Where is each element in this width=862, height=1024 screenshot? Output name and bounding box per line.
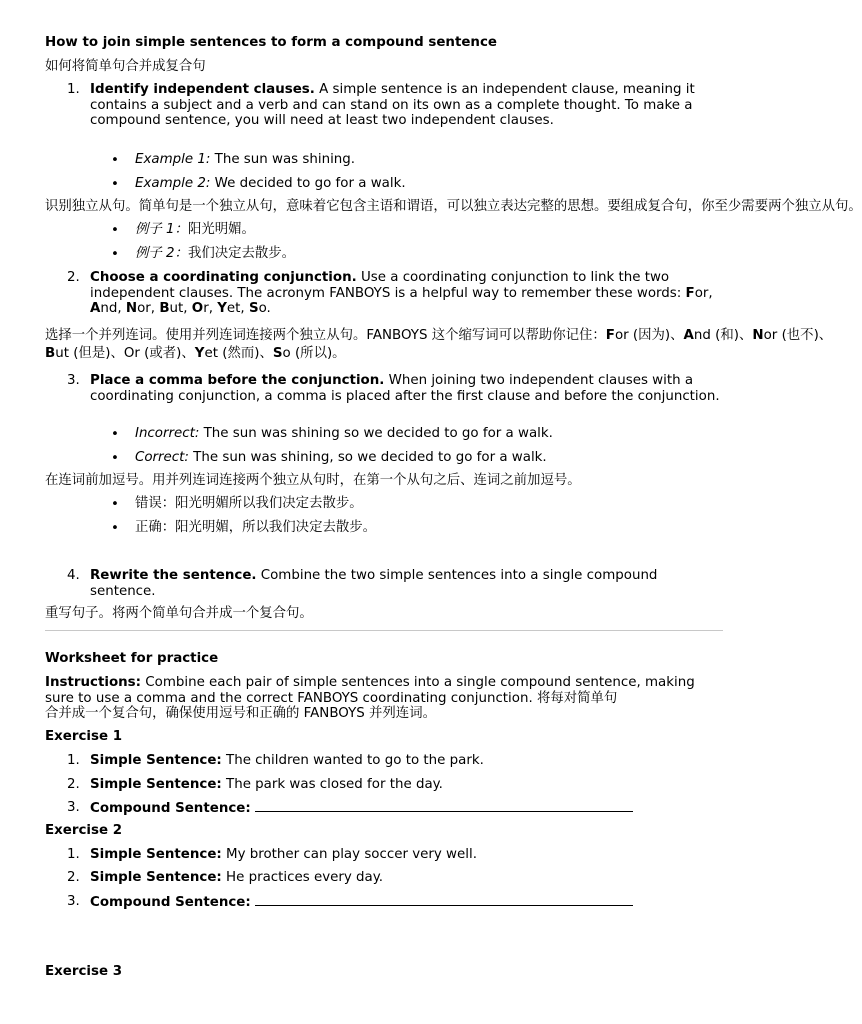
- step-1-chinese: 识别独立从句。简单句是一个独立从句，意味着它包含主语和谓语，可以独立表达完整的思想。要组成复合句，你至少需要两个独立从句。: [45, 199, 862, 214]
- step-3-chinese-example-correct: 正确：阳光明媚，所以我们决定去散步。: [135, 520, 377, 535]
- worksheet-instructions-line-2: 合并成一个复合句，确保使用逗号和正确的 FANBOYS 并列连词。: [45, 706, 436, 721]
- step-4-number: 4.: [67, 568, 80, 583]
- step-3-text: Place a comma before the conjunction. When joining two independent clauses with a coordinating conjunction, a comma is placed after the first clause and before the conjunction.: [90, 373, 720, 404]
- exercise-2-item-1-number: 1.: [67, 847, 80, 862]
- section-divider: [45, 630, 723, 631]
- bullet-icon: •: [111, 247, 119, 262]
- bullet-icon: •: [111, 427, 119, 442]
- step-1-text: Identify independent clauses. A simple sentence is an independent clause, meaning it contains a subject and a verb and can stand on its own as a complete thought. To make a compound sentence, you will need at least two independent clauses.: [90, 82, 695, 128]
- bullet-icon: •: [111, 451, 119, 466]
- step-2-chinese-line-1: 选择一个并列连词。使用并列连词连接两个独立从句。FANBOYS 这个缩写词可以帮助你记住：For (因为)、And (和)、Nor (也不)、: [45, 328, 833, 343]
- exercise-2-item-2-number: 2.: [67, 870, 80, 885]
- exercise-2-item-2: Simple Sentence: He practices every day.: [90, 870, 384, 885]
- answer-blank[interactable]: [255, 800, 633, 812]
- exercise-1-item-2: Simple Sentence: The park was closed for the day.: [90, 777, 443, 792]
- exercise-3-title: Exercise 3: [45, 964, 123, 979]
- exercise-1-item-2-number: 2.: [67, 777, 80, 792]
- step-1-chinese-example-1: 例子 1：阳光明媚。: [135, 222, 255, 237]
- bullet-icon: •: [111, 177, 119, 192]
- bullet-icon: •: [111, 153, 119, 168]
- step-3-number: 3.: [67, 373, 80, 388]
- step-2-chinese-line-2: But (但是)、Or (或者)、Yet (然而)、So (所以)。: [45, 346, 346, 361]
- exercise-2-title: Exercise 2: [45, 823, 123, 838]
- exercise-2-item-1: Simple Sentence: My brother can play soccer very well.: [90, 847, 477, 862]
- exercise-1-item-3: Compound Sentence:: [90, 800, 723, 817]
- answer-blank[interactable]: [255, 894, 633, 906]
- step-4-text: Rewrite the sentence. Combine the two simple sentences into a single compound sentence.: [90, 568, 658, 599]
- worksheet-instructions: Instructions: Combine each pair of simple sentences into a single compound sentence, making sure to use a comma and the correct FANBOYS coordinating conjunction. 将每对简单句: [45, 675, 695, 706]
- page-title-chinese: 如何将简单句合并成复合句: [45, 59, 206, 74]
- exercise-1-item-3-number: 3.: [67, 800, 80, 815]
- page-title: How to join simple sentences to form a compound sentence: [45, 35, 497, 50]
- bullet-icon: •: [111, 497, 119, 512]
- step-1-example-1: Example 1: The sun was shining.: [135, 152, 356, 167]
- exercise-1-item-1-number: 1.: [67, 753, 80, 768]
- step-1-number: 1.: [67, 82, 80, 97]
- exercise-1-item-1: Simple Sentence: The children wanted to go to the park.: [90, 753, 484, 768]
- step-1-chinese-example-2: 例子 2：我们决定去散步。: [135, 246, 296, 261]
- exercise-2-item-3-number: 3.: [67, 894, 80, 909]
- step-3-chinese: 在连词前加逗号。用并列连词连接两个独立从句时，在第一个从句之后、连词之前加逗号。: [45, 473, 581, 488]
- step-1-example-2: Example 2: We decided to go for a walk.: [135, 176, 406, 191]
- step-2-text: Choose a coordinating conjunction. Use a coordinating conjunction to link the two independent clauses. The acronym FANBOYS is a helpful way to remember these words: For, And, Nor, But, Or, Yet, So.: [90, 270, 713, 316]
- bullet-icon: •: [111, 223, 119, 238]
- step-3-chinese-example-incorrect: 错误：阳光明媚所以我们决定去散步。: [135, 496, 363, 511]
- exercise-2-item-3: Compound Sentence:: [90, 894, 723, 911]
- bullet-icon: •: [111, 521, 119, 536]
- exercise-1-title: Exercise 1: [45, 729, 123, 744]
- step-4-chinese: 重写句子。将两个简单句合并成一个复合句。: [45, 606, 313, 621]
- worksheet-title: Worksheet for practice: [45, 651, 219, 666]
- step-3-example-incorrect: Incorrect: The sun was shining so we decided to go for a walk.: [135, 426, 553, 441]
- step-3-example-correct: Correct: The sun was shining, so we decided to go for a walk.: [135, 450, 547, 465]
- step-2-number: 2.: [67, 270, 80, 285]
